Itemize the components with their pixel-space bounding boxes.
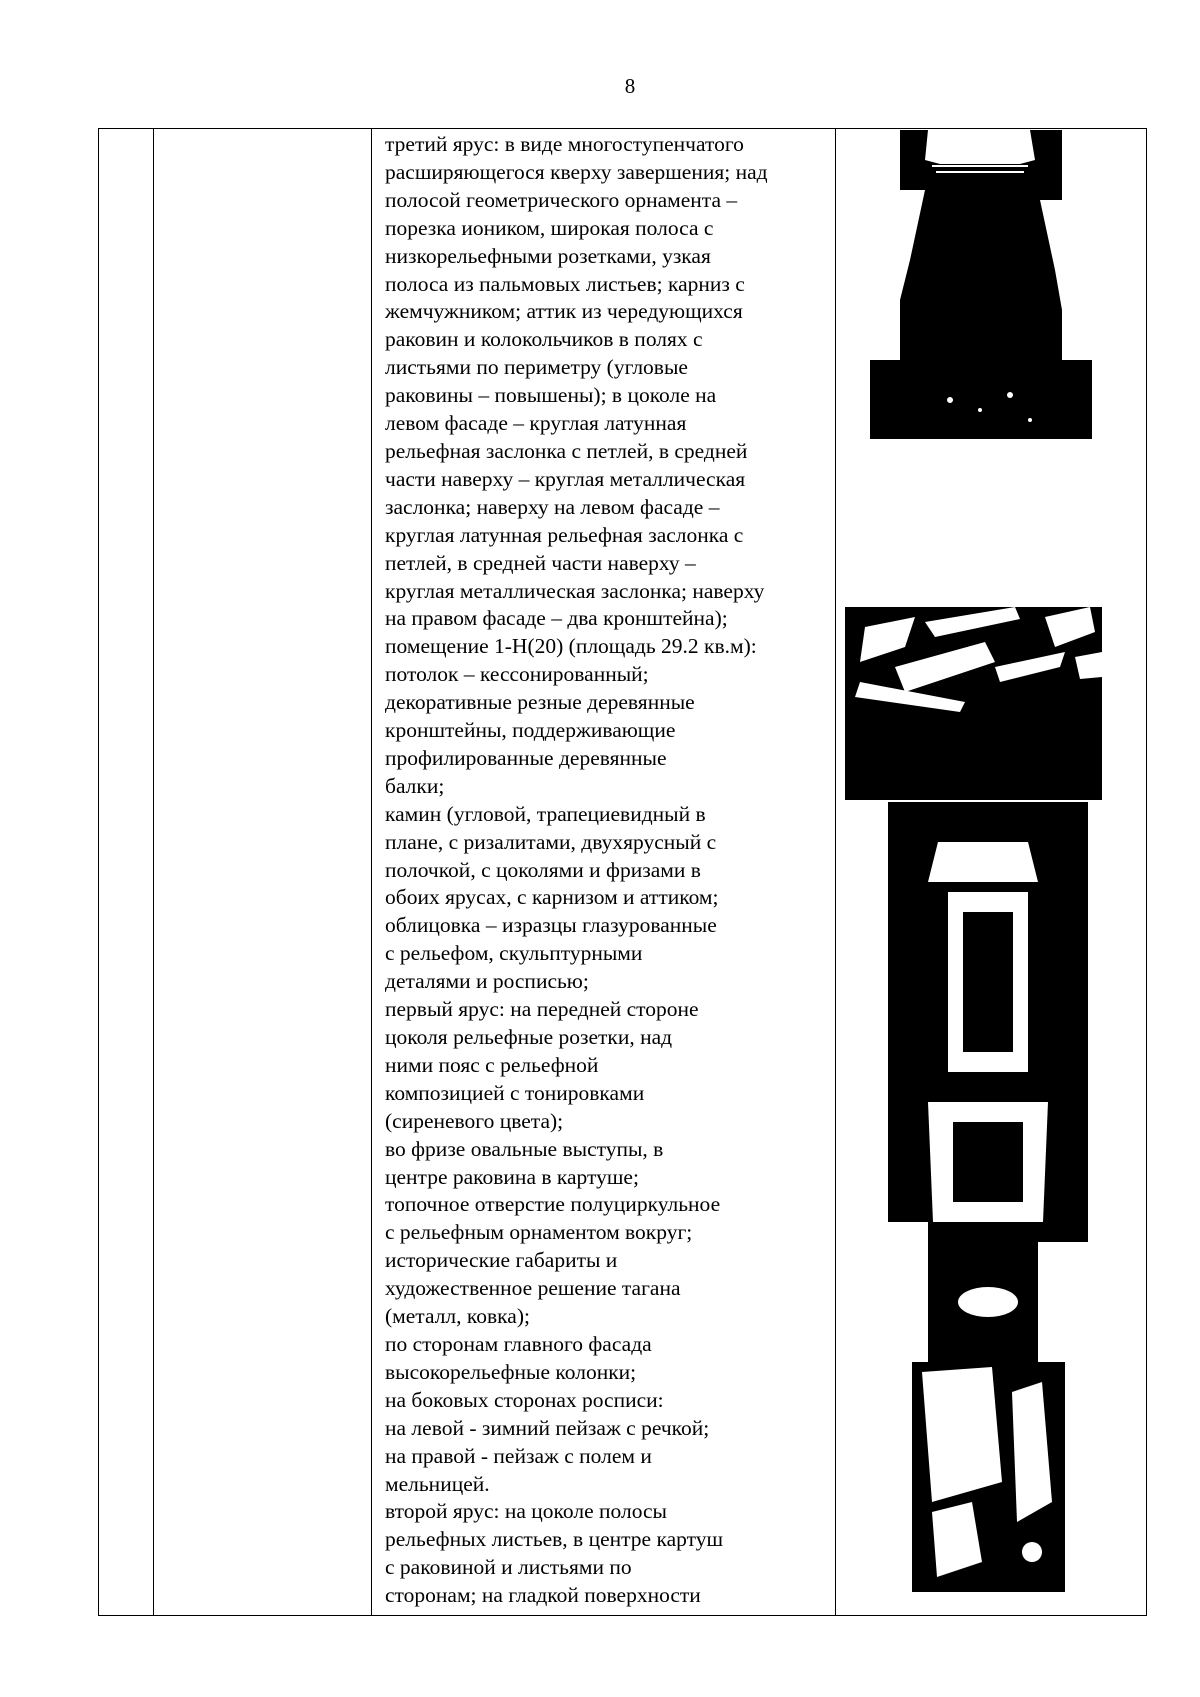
text-line: с рельефным орнаментом вокруг;: [385, 1220, 693, 1245]
text-line: с рельефом, скульптурными: [385, 941, 643, 966]
text-line: потолок – кессонированный;: [385, 662, 649, 687]
text-line: балки;: [385, 773, 445, 798]
text-line: во фризе овальные выступы, в: [385, 1136, 664, 1161]
text-line: раковин и колокольчиков в полях с: [385, 327, 703, 352]
text-line: помещение 1-Н(20) (площадь 29.2 кв.м):: [385, 634, 757, 659]
text-line: на правом фасаде – два кронштейна);: [385, 606, 728, 631]
text-line: по сторонам главного фасада: [385, 1331, 652, 1356]
text-line: круглая латунная рельефная заслонка с: [385, 522, 744, 547]
text-line: (металл, ковка);: [385, 1304, 530, 1329]
text-line: раковины – повышены); в цоколе на: [385, 383, 717, 408]
text-line: плане, с ризалитами, двухярусный с: [385, 829, 717, 854]
text-line: части наверху – круглая металлическая: [385, 466, 746, 491]
text-line: жемчужником; аттик из чередующихся: [385, 299, 743, 324]
text-line: исторические габариты и: [385, 1248, 618, 1273]
text-line: (сиреневого цвета);: [385, 1108, 564, 1133]
photo-painting: [912, 1362, 1065, 1592]
text-line: полосой геометрического орнамента –: [385, 187, 738, 212]
text-line: облицовка – изразцы глазурованные: [385, 913, 717, 938]
text-line: низкорельефными розетками, узкая: [385, 243, 711, 268]
text-line: кронштейны, поддерживающие: [385, 718, 676, 743]
text-line: декоративные резные деревянные: [385, 690, 695, 715]
text-line: полочкой, с цоколями и фризами в: [385, 857, 701, 882]
text-line: петлей, в средней части наверху –: [385, 550, 696, 575]
text-line: ними пояс с рельефной: [385, 1052, 599, 1077]
text-line: на боковых сторонах росписи:: [385, 1387, 664, 1412]
column-divider-2: [371, 129, 372, 1615]
column-divider-3: [835, 129, 836, 1615]
text-line: обоих ярусах, с карнизом и аттиком;: [385, 885, 719, 910]
text-line: второй ярус: на цоколе полосы: [385, 1499, 667, 1524]
text-line: цоколя рельефные розетки, над: [385, 1025, 673, 1049]
text-line: художественное решение тагана: [385, 1276, 681, 1301]
photo-fireplace: [888, 802, 1088, 1362]
text-line: расширяющегося кверху завершения; над: [385, 159, 768, 184]
text-line: с раковиной и листьями по: [385, 1555, 632, 1580]
text-line: листьями по периметру (угловые: [385, 355, 688, 380]
text-line: на правой - пейзаж с полем и: [385, 1443, 652, 1468]
photo-stove-top: [870, 130, 1092, 439]
text-line: деталями и росписью;: [385, 969, 589, 994]
column-divider-1: [153, 129, 154, 1615]
photo-ceiling: [845, 607, 1102, 800]
text-line: левом фасаде – круглая латунная: [385, 411, 687, 436]
text-line: рельефная заслонка с петлей, в средней: [385, 438, 748, 463]
text-line: третий ярус: в виде многоступенчатого: [385, 132, 744, 156]
text-line: сторонам; на гладкой поверхности: [385, 1583, 701, 1608]
text-line: рельефных листьев, в центре картуш: [385, 1527, 724, 1552]
description-text: [385, 131, 825, 1610]
text-line: топочное отверстие полуциркульное: [385, 1192, 721, 1217]
page-number: 8: [624, 74, 636, 98]
text-line: на левой - зимний пейзаж с речкой;: [385, 1415, 710, 1440]
text-line: мельницей.: [385, 1471, 490, 1496]
text-line: круглая металлическая заслонка; наверху: [385, 578, 765, 603]
text-line: высокорельефные колонки;: [385, 1359, 637, 1384]
text-line: полоса из пальмовых листьев; карниз с: [385, 271, 745, 296]
text-line: профилированные деревянные: [385, 745, 667, 770]
text-line: порезка иоником, широкая полоса с: [385, 215, 714, 240]
text-line: камин (угловой, трапециевидный в: [385, 801, 706, 826]
text-line: первый ярус: на передней стороне: [385, 997, 699, 1022]
text-line: заслонка; наверху на левом фасаде –: [385, 494, 720, 519]
text-line: центре раковина в картуше;: [385, 1164, 639, 1189]
text-line: композицией с тонировками: [385, 1080, 645, 1105]
